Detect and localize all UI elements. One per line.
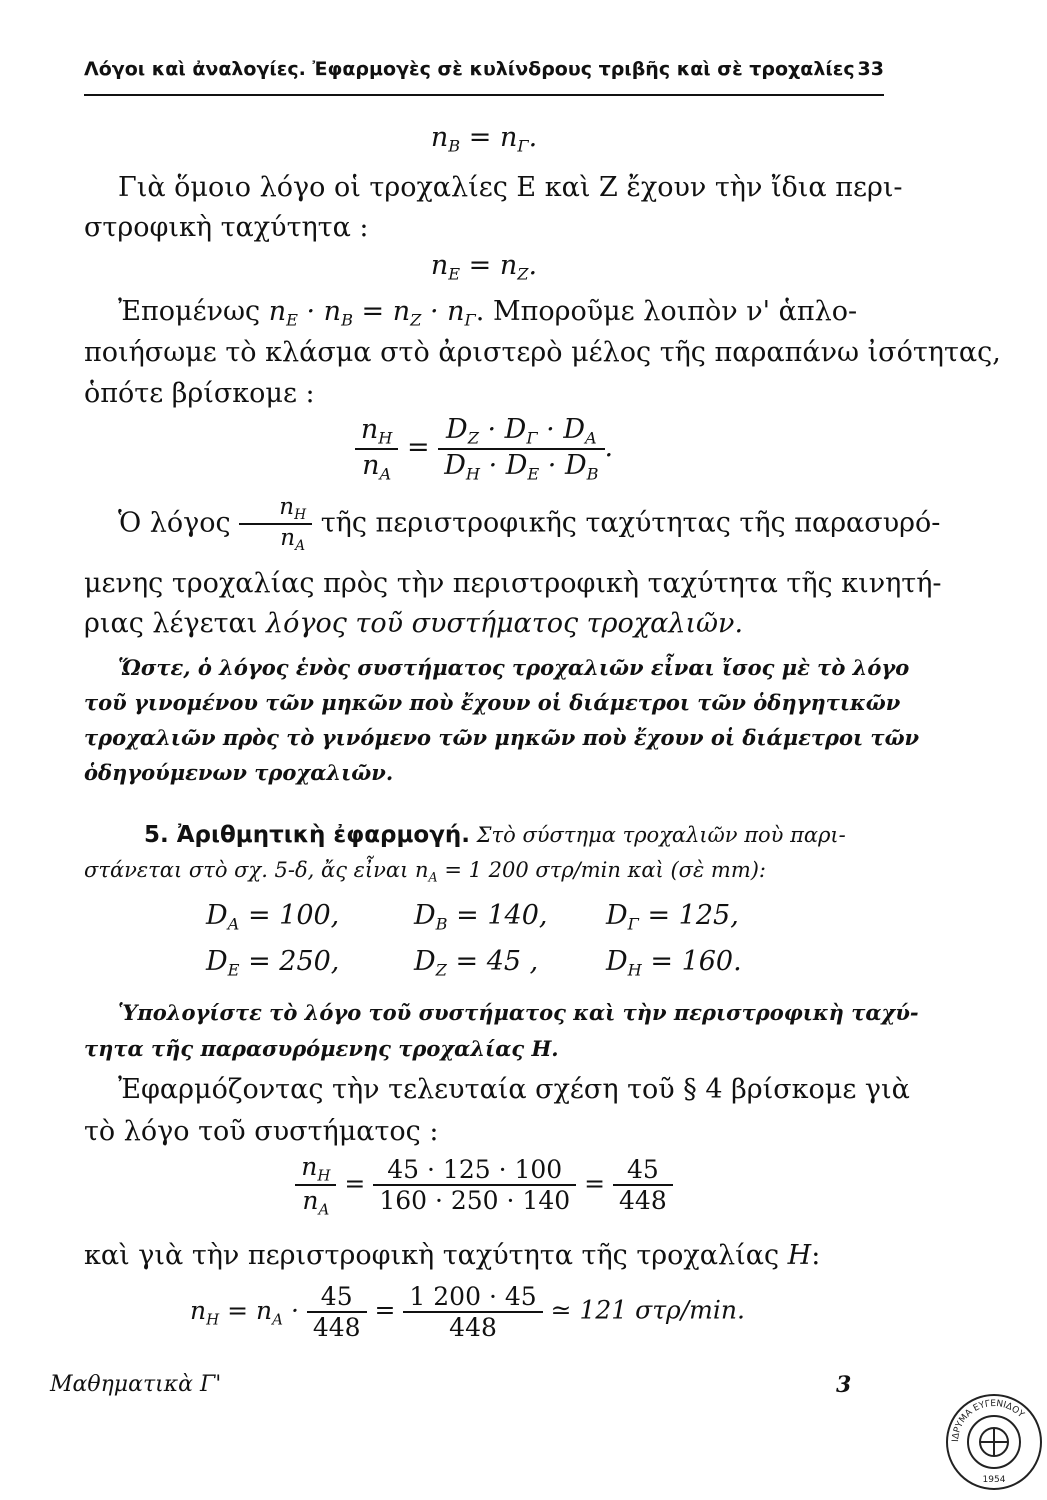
eq-subscript: A xyxy=(584,428,597,448)
paragraph-line xyxy=(84,494,941,554)
eq-subscript: H xyxy=(378,428,393,448)
page-number: 33 xyxy=(857,58,884,80)
header-rule xyxy=(84,94,884,96)
equation-system-ratio xyxy=(84,1152,884,1219)
eq-subscript: B xyxy=(435,914,448,934)
eq-numerator: 45 · 125 · 100 xyxy=(373,1155,576,1186)
eq-subscript: B xyxy=(586,464,599,484)
eq-subscript: Γ xyxy=(464,310,476,330)
fraction xyxy=(373,1155,576,1215)
eq-numerator: 45 xyxy=(613,1155,673,1186)
eq-subscript: B xyxy=(341,310,353,330)
eq-numerator: 45 xyxy=(307,1282,367,1313)
eq-value: = 125, xyxy=(638,900,739,931)
text-span: : xyxy=(811,1240,821,1271)
eq-symbol: n xyxy=(430,250,449,281)
eq-sign: = xyxy=(468,122,492,153)
eq-subscript: E xyxy=(286,310,298,330)
eq-subscript: A xyxy=(227,914,240,934)
eq-subscript: H xyxy=(317,1166,331,1185)
footer-signature: 3 xyxy=(836,1372,852,1398)
eq-symbol: n xyxy=(360,414,379,445)
diameter-e xyxy=(206,946,339,980)
eq-symbol: n xyxy=(301,1152,318,1181)
text-span: Στὸ σύστημα τροχαλιῶν ποὺ παρι- xyxy=(470,823,846,847)
eq-denominator: 448 xyxy=(619,1186,667,1216)
eq-symbol: D xyxy=(414,900,436,931)
eq-subscript: Γ xyxy=(627,914,639,934)
eq-subscript: E xyxy=(448,264,461,284)
term-definition: λόγος τοῦ συστήματος τροχαλιῶν. xyxy=(265,608,744,639)
eq-symbol: H xyxy=(787,1240,812,1271)
eq-symbol: n xyxy=(447,296,465,327)
eq-subscript: Z xyxy=(435,960,447,980)
paragraph-line: τὸ λόγο τοῦ συστήματος : xyxy=(84,1116,439,1147)
text-span: τῆς περιστροφικῆς ταχύτητας τῆς παρασυρό- xyxy=(312,507,941,539)
eq-subscript: E xyxy=(527,464,540,484)
seal-text-path: ΙΔΡΥΜΑ ΕΥΓΕΝΙΔΟΥ xyxy=(950,1398,1026,1443)
rule-line: τοῦ γινομένου τῶν μηκῶν ποὺ ἔχουν οἱ διάμετροι τῶν ὁδηγητικῶν xyxy=(84,690,901,715)
eq-value: = 250, xyxy=(239,946,340,977)
eq-subscript: H xyxy=(206,1309,220,1328)
eq-symbol: n xyxy=(415,858,429,882)
eq-symbol: n xyxy=(280,524,296,551)
eq-symbol: n xyxy=(256,1295,273,1325)
eq-op: · xyxy=(283,1295,307,1325)
eq-subscript: Γ xyxy=(517,136,529,156)
paragraph-line: ποιήσωμε τὸ κλάσμα στὸ ἀριστερὸ μέλος τῆς παραπάνω ἰσότητας, xyxy=(84,337,1001,368)
text-span: Ἐπομένως xyxy=(118,296,269,327)
eq-end: . xyxy=(528,250,538,281)
eq-sign: = xyxy=(584,1168,606,1198)
eq-result: ≃ 121 στρ/min. xyxy=(542,1295,745,1325)
eq-subscript: H xyxy=(465,464,480,484)
eq-op: · xyxy=(421,296,448,327)
paragraph-line xyxy=(84,1240,884,1271)
text-span: στάνεται στὸ σχ. 5-δ, ἄς εἶναι xyxy=(84,858,415,882)
fraction xyxy=(613,1155,673,1215)
paragraph-line: Ἐφαρμόζοντας τὴν τελευταία σχέση τοῦ § 4 βρίσκομε γιὰ xyxy=(118,1074,910,1105)
paragraph-line: ὁπότε βρίσκομε : xyxy=(84,378,315,409)
eq-denominator: 448 xyxy=(449,1313,497,1342)
eq-symbol: · D xyxy=(478,414,527,445)
footer-book-title: Μαθηματικὰ Γ' xyxy=(50,1372,222,1397)
eq-symbol: D xyxy=(206,946,228,977)
diameter-h xyxy=(606,946,742,980)
text-span: Ὁ λόγος xyxy=(118,507,240,539)
eq-denominator: 448 xyxy=(312,1313,361,1342)
eq-symbol: · D xyxy=(537,414,585,445)
eq-subscript: B xyxy=(448,136,461,156)
eq-subscript: Γ xyxy=(526,428,538,448)
task-line: τητα τῆς παρασυρόμενης τροχαλίας Η. xyxy=(84,1036,559,1061)
seal-year: 1954 xyxy=(982,1475,1006,1485)
running-title: Λόγοι καὶ ἀναλογίες. Ἐφαρμογὲς σὲ κυλίνδρους τριβῆς καὶ σὲ τροχαλίες xyxy=(84,58,855,80)
eq-sign: = xyxy=(352,296,393,327)
text-span: . Μποροῦμε λοιπὸν ν' ἁπλο- xyxy=(475,296,858,327)
running-header xyxy=(84,58,884,80)
eq-subscript: A xyxy=(272,1309,283,1328)
eq-symbol: n xyxy=(362,449,380,481)
eq-symbol: n xyxy=(323,296,342,327)
paragraph-line xyxy=(84,858,884,884)
eq-sign: = xyxy=(468,250,492,281)
eq-subscript: A xyxy=(295,537,306,554)
eq-symbol: D xyxy=(414,946,436,977)
foundation-seal-icon xyxy=(944,1392,1044,1492)
eq-sign: = xyxy=(406,432,430,464)
fraction xyxy=(438,414,604,483)
eq-value: = 100, xyxy=(239,900,340,931)
paragraph-line: μενης τροχαλίας πρὸς τὴν περιστροφικὴ ταχύτητα τῆς κινητή- xyxy=(84,568,942,599)
equation-ratio xyxy=(84,414,884,483)
eq-subscript: A xyxy=(379,464,392,484)
paragraph-line xyxy=(84,608,884,639)
paragraph-line: Γιὰ ὅμοιο λόγο οἱ τροχαλίες Ε καὶ Ζ ἔχουν τὴν ἴδια περι- xyxy=(118,172,903,203)
eq-symbol: D xyxy=(446,414,468,445)
eq-symbol: n xyxy=(279,494,295,520)
eq-symbol: D xyxy=(606,900,628,931)
rule-line: τροχαλιῶν πρὸς τὸ γινόμενο τῶν μηκῶν ποὺ ἔχουν οἱ διάμετροι τῶν xyxy=(84,725,920,750)
eq-subscript: A xyxy=(428,869,438,885)
eq-symbol: · D xyxy=(539,449,587,481)
diameter-b xyxy=(414,900,547,934)
seal-text xyxy=(951,1399,1026,1442)
diameter-z xyxy=(414,946,538,980)
eq-symbol: D xyxy=(606,946,628,977)
equation-ne-nz xyxy=(84,250,884,284)
eq-value: = 140, xyxy=(447,900,548,931)
fraction xyxy=(403,1282,542,1342)
task-line: Ὑπολογίστε τὸ λόγο τοῦ συστήματος καὶ τὴν περιστροφικὴ ταχύ- xyxy=(118,1000,919,1025)
eq-subscript: E xyxy=(227,960,240,980)
fraction xyxy=(239,494,312,554)
eq-symbol: n xyxy=(268,296,287,327)
fraction xyxy=(355,414,399,483)
equation-nb-ng xyxy=(84,122,884,156)
diameter-g xyxy=(606,900,739,934)
eq-sign: = xyxy=(219,1295,257,1325)
rule-line: Ὥστε, ὁ λόγος ἑνὸς συστήματος τροχαλιῶν εἶναι ἴσος μὲ τὸ λόγο xyxy=(118,655,910,680)
eq-sign: = xyxy=(374,1295,396,1325)
section-heading: 5. Ἀριθμητικὴ ἐφαρμογή. xyxy=(144,822,470,848)
eq-numerator: 1 200 · 45 xyxy=(403,1282,542,1313)
rule-line: ὁδηγούμενων τροχαλιῶν. xyxy=(84,760,394,785)
eq-symbol: D xyxy=(444,449,466,481)
equation-speed xyxy=(190,1282,890,1342)
eq-value: = 45 , xyxy=(446,946,539,977)
eq-subscript: H xyxy=(627,960,642,980)
text-span: = 1 200 στρ/min καὶ (σὲ mm): xyxy=(437,858,767,882)
paragraph-line: στροφικὴ ταχύτητα : xyxy=(84,212,369,243)
eq-symbol: n xyxy=(302,1186,319,1216)
eq-denominator: 160 · 250 · 140 xyxy=(379,1186,571,1216)
eq-subscript: Z xyxy=(467,428,479,448)
eq-subscript: Z xyxy=(410,310,422,330)
diameter-a xyxy=(206,900,339,934)
eq-symbol: n xyxy=(499,250,518,281)
eq-op: · xyxy=(297,296,324,327)
eq-end: . xyxy=(528,122,538,153)
eq-symbol: D xyxy=(206,900,228,931)
eq-subscript: Z xyxy=(517,264,529,284)
paragraph-line xyxy=(84,296,884,330)
eq-symbol: n xyxy=(392,296,411,327)
text-span: καὶ γιὰ τὴν περιστροφικὴ ταχύτητα τῆς τροχαλίας xyxy=(84,1240,788,1271)
eq-subscript: H xyxy=(294,506,307,523)
eq-symbol: n xyxy=(190,1295,207,1325)
section-5-heading-line xyxy=(84,818,884,849)
eq-end: . xyxy=(604,432,614,464)
eq-value: = 160. xyxy=(641,946,742,977)
eq-symbol: · D xyxy=(479,449,528,481)
eq-symbol: n xyxy=(499,122,518,153)
eq-subscript: A xyxy=(318,1200,330,1219)
eq-symbol: n xyxy=(430,122,449,153)
fraction xyxy=(307,1282,367,1342)
fraction xyxy=(295,1152,336,1219)
eq-sign: = xyxy=(344,1168,366,1198)
text-span: ριας λέγεται xyxy=(84,608,266,639)
